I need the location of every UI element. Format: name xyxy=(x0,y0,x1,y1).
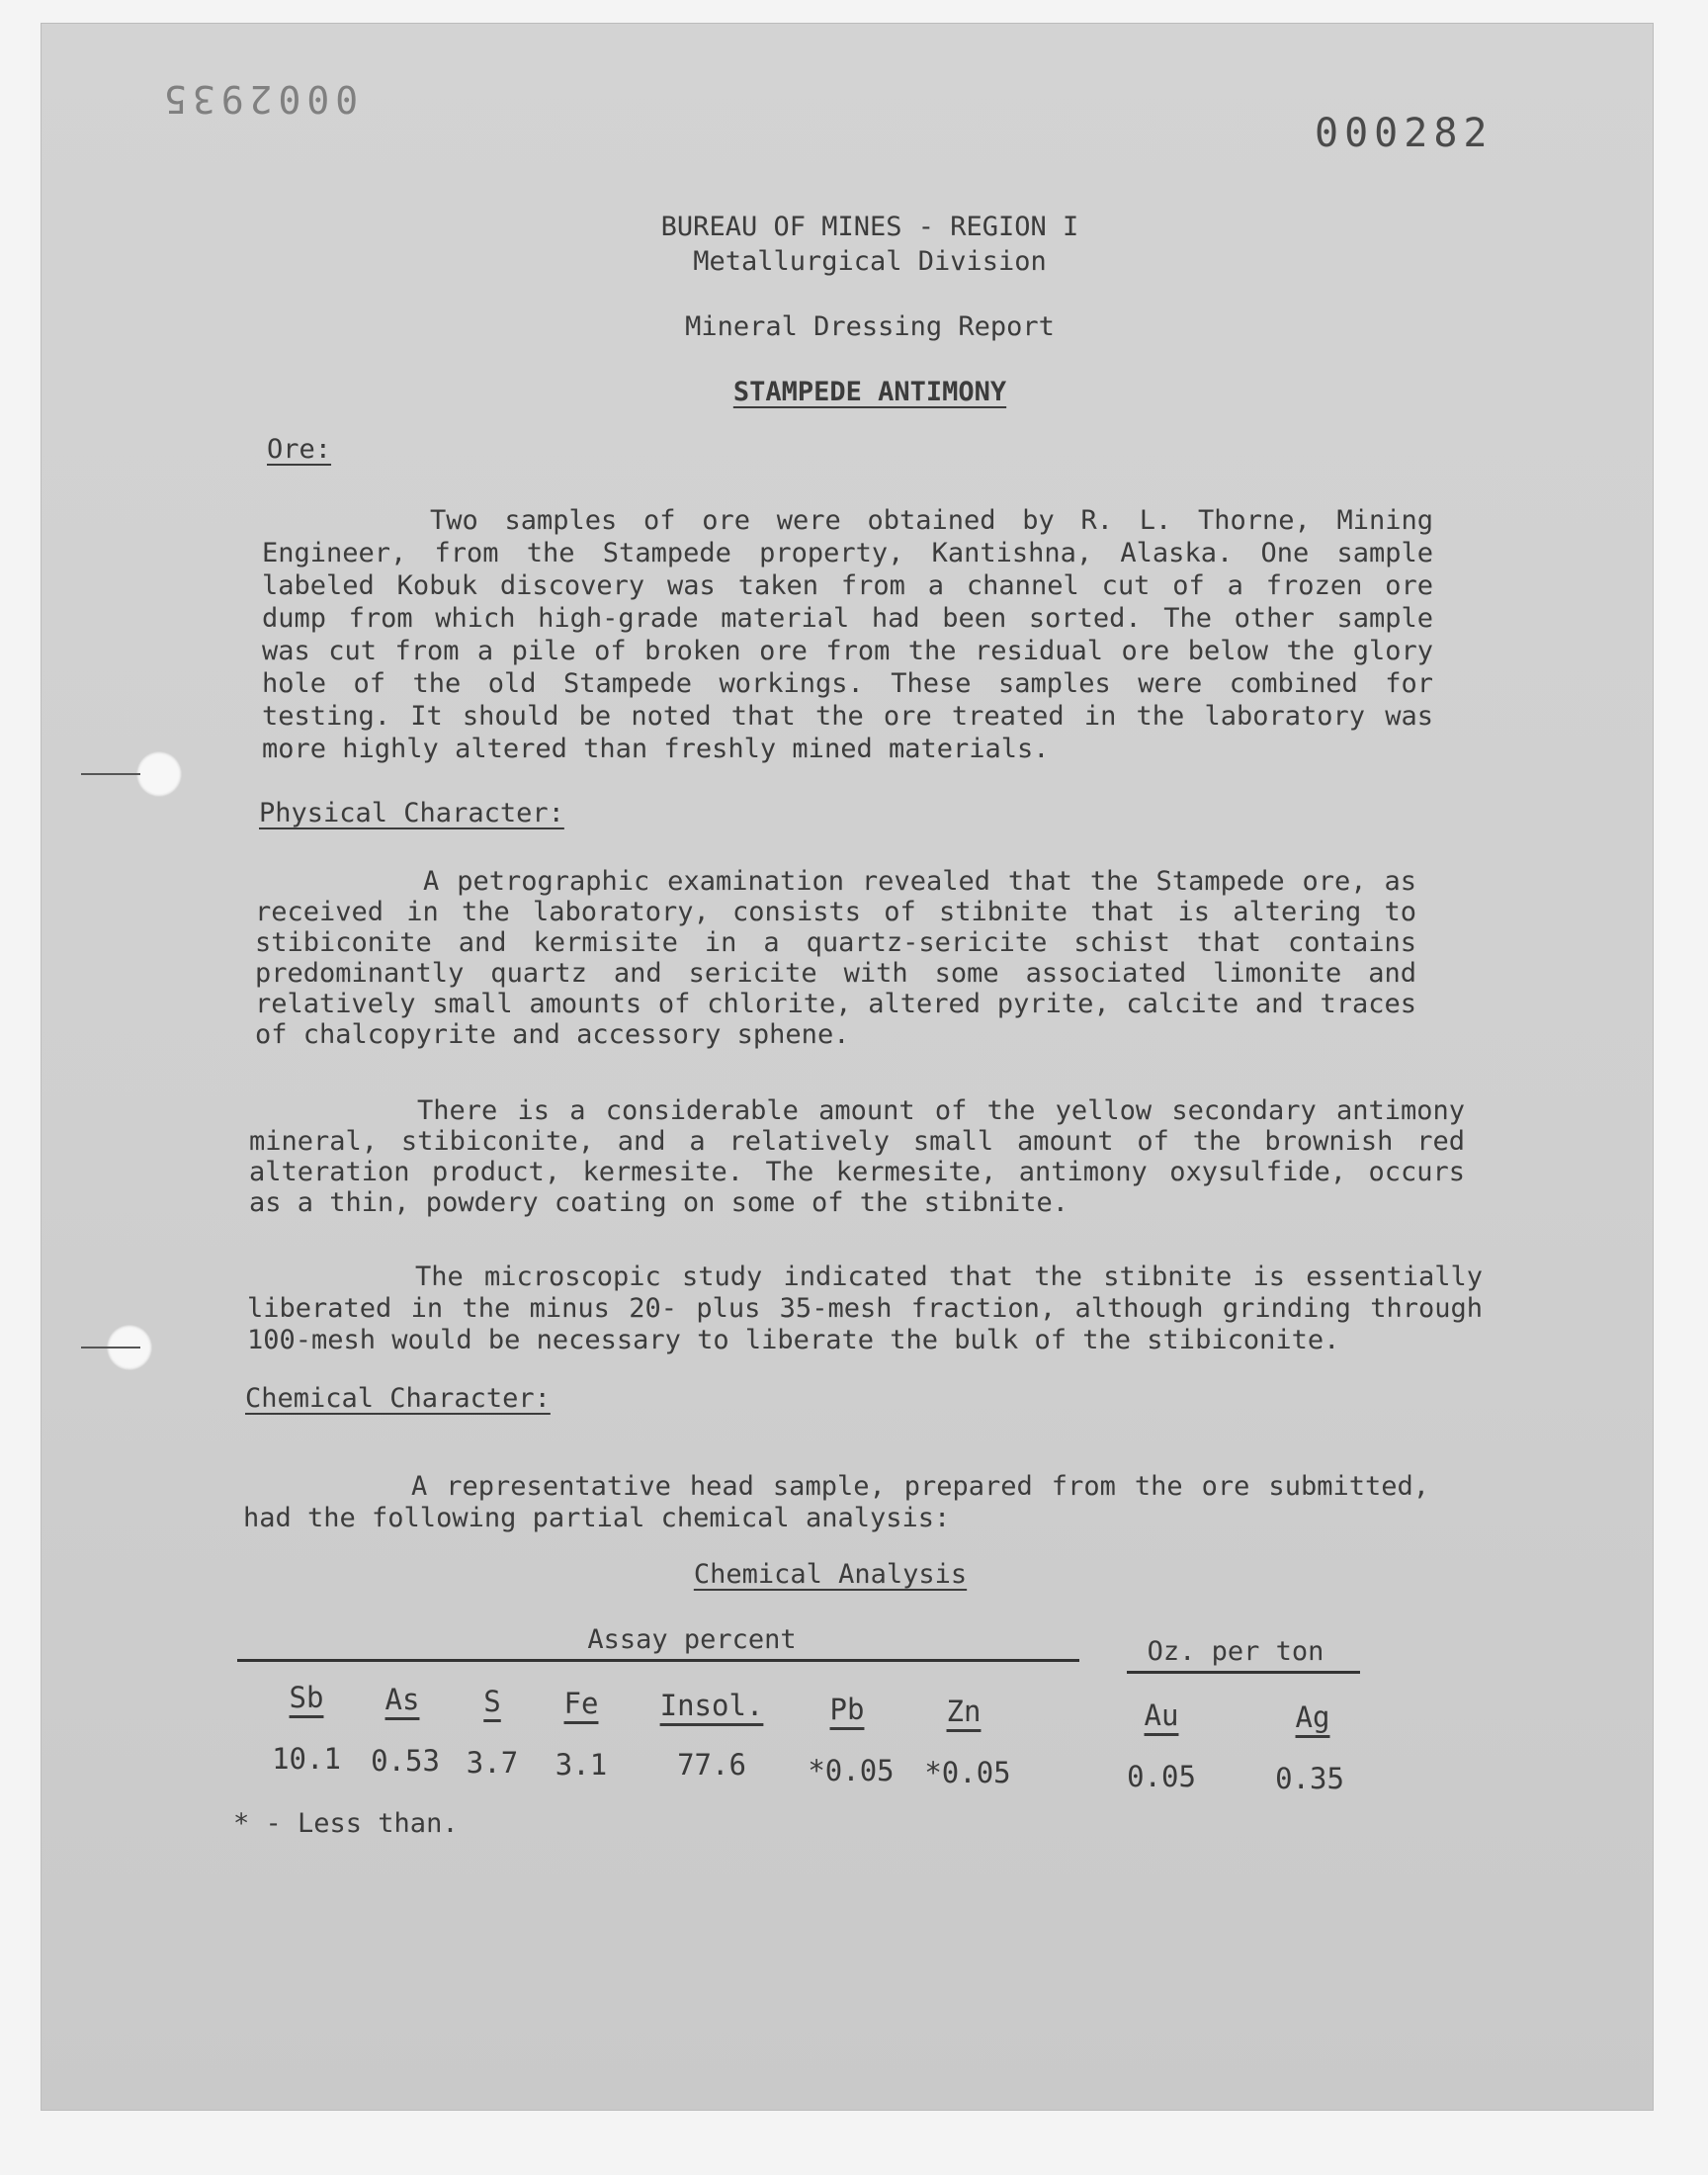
section-heading-ore: Ore: xyxy=(267,434,332,465)
table-group-assay: Assay percent xyxy=(587,1624,797,1655)
col-header-insol: Insol. xyxy=(659,1689,764,1722)
section-heading-chemical: Chemical Character: xyxy=(245,1383,551,1414)
physical-paragraph-3: The microscopic study indicated that the stibnite is essentially liberated in the minus 20- plus 35-mesh fraction, although grinding through 100-mesh would be necessary to liberate the bulk of the stibiconite. xyxy=(247,1262,1483,1355)
report-type: Mineral Dressing Report xyxy=(685,311,1055,342)
value-ag: 0.35 xyxy=(1275,1762,1344,1795)
hole-mark xyxy=(81,773,140,775)
physical-paragraph-2: There is a considerable amount of the yellow secondary antimony mineral, stibiconite, and a relatively small amount of the brownish red alteration product, kermesite. The kermesite, antimony oxysulfide, occurs as a thin, powdery coating on some of the stibnite. xyxy=(249,1095,1465,1218)
value-s: 3.7 xyxy=(466,1746,519,1780)
col-header-sb: Sb xyxy=(289,1681,324,1714)
col-header-ag: Ag xyxy=(1295,1700,1330,1734)
col-header-pb: Pb xyxy=(829,1693,865,1726)
col-header-as: As xyxy=(384,1683,420,1716)
hole-mark xyxy=(81,1347,140,1348)
col-header-fe: Fe xyxy=(563,1687,599,1720)
value-pb: *0.05 xyxy=(808,1754,895,1787)
value-insol: 77.6 xyxy=(677,1748,746,1782)
header-bureau: BUREAU OF MINES - REGION I xyxy=(660,212,1079,242)
value-zn: *0.05 xyxy=(924,1756,1011,1789)
punch-hole xyxy=(136,751,182,797)
ore-paragraph: Two samples of ore were obtained by R. L. Thorne, Mining Engineer, from the Stampede property, Kantishna, Alaska. One sample labeled Kobuk discovery was taken from a channel cut of a frozen ore dump from which high-grade material had been sorted. The other sample was cut from a pile of broken ore from the residual ore below the glory hole of the old Stampede workings. These samples were combined for testing. It should be noted that the ore treated in the laboratory was more highly altered than freshly mined materials. xyxy=(262,505,1433,764)
physical-paragraph-1: A petrographic examination revealed that the Stampede ore, as received in the laboratory, consists of stibnite that is altering to stibiconite and kermisite in a quartz-sericite schist that contains predominantly quartz and sericite with some associated limonite and relatively small amounts of chlorite, altered pyrite, calcite and traces of chalcopyrite and accessory sphene. xyxy=(255,866,1416,1050)
section-heading-physical: Physical Character: xyxy=(259,798,564,828)
table-group-oz: Oz. per ton xyxy=(1147,1636,1324,1667)
page-number-stamp: 000282 xyxy=(1315,111,1494,156)
table-footnote: * - Less than. xyxy=(233,1808,459,1839)
group-rule-oz xyxy=(1127,1671,1360,1674)
group-rule-assay xyxy=(237,1659,1079,1662)
col-header-zn: Zn xyxy=(946,1695,982,1728)
col-header-au: Au xyxy=(1144,1698,1179,1732)
table-title: Chemical Analysis xyxy=(693,1559,968,1590)
chemical-paragraph: A representative head sample, prepared from the ore submitted, had the following partial chemical analysis: xyxy=(243,1471,1429,1533)
value-fe: 3.1 xyxy=(555,1748,608,1782)
col-header-s: S xyxy=(483,1685,501,1718)
value-as: 0.53 xyxy=(371,1744,440,1778)
value-au: 0.05 xyxy=(1127,1760,1196,1793)
header-division: Metallurgical Division xyxy=(693,246,1047,277)
report-title: STAMPEDE ANTIMONY xyxy=(732,377,1007,407)
page-stamp-inverted: 0002935 xyxy=(158,77,359,121)
value-sb: 10.1 xyxy=(272,1742,341,1776)
